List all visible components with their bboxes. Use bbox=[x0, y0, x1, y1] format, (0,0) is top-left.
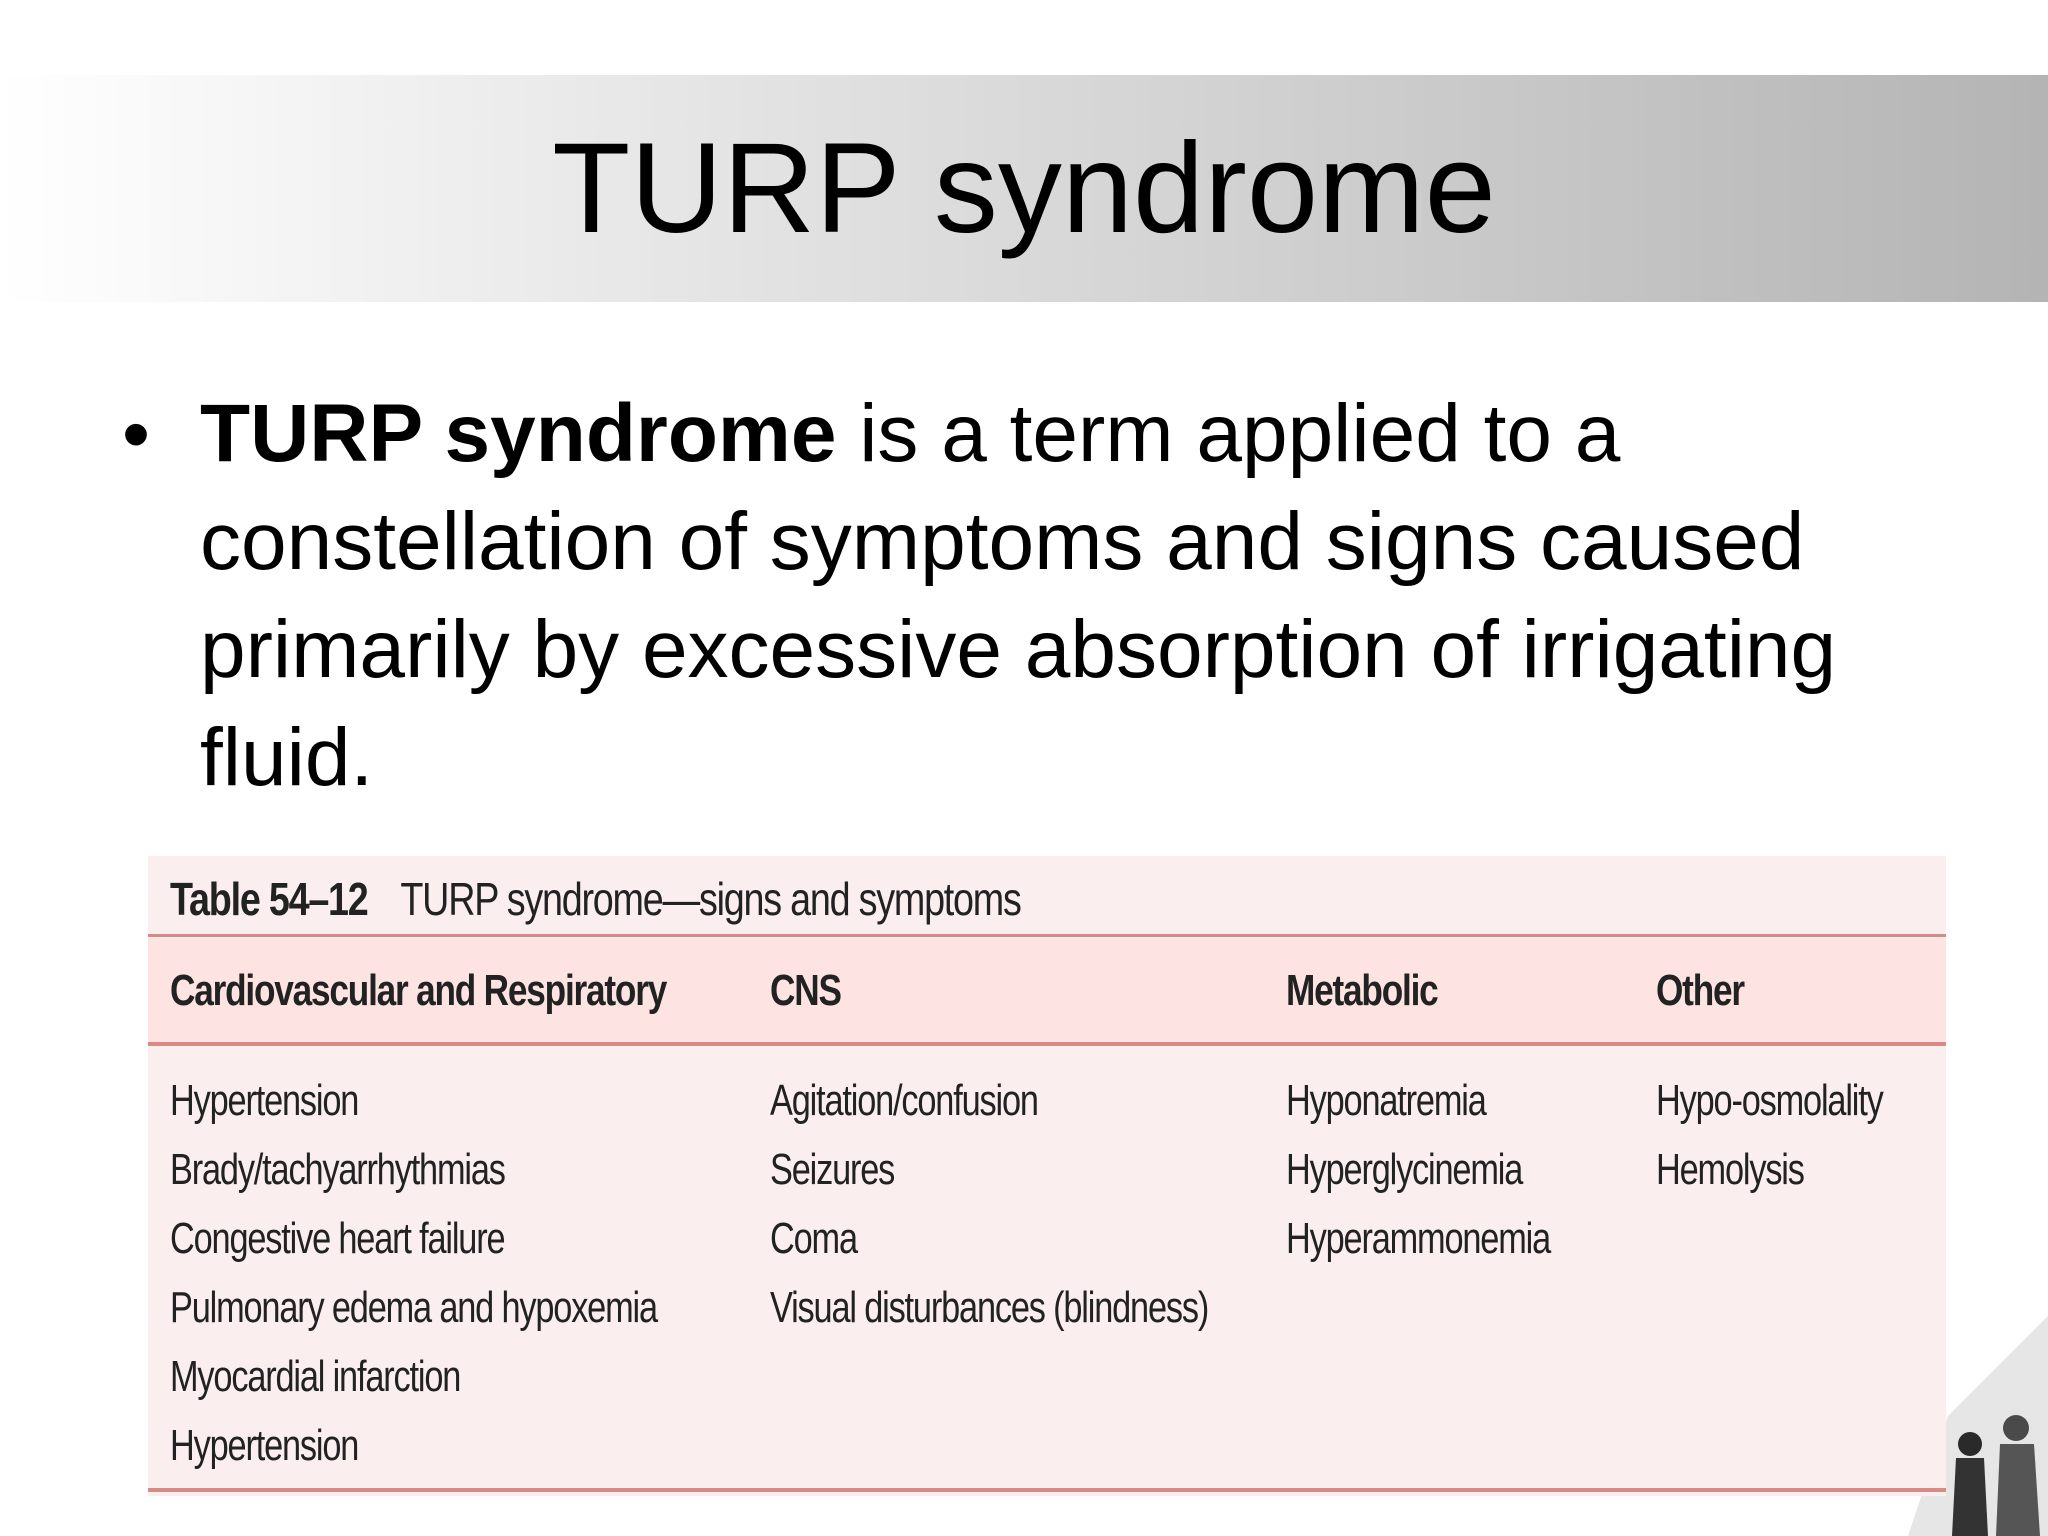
column-metabolic bbox=[1286, 1066, 1550, 1273]
table-caption bbox=[170, 864, 1021, 934]
list-item: Hyperammonemia bbox=[1286, 1214, 1551, 1263]
list-item: Hyponatremia bbox=[1286, 1076, 1486, 1125]
list-item: Hypertension bbox=[170, 1076, 359, 1125]
column-other bbox=[1656, 1066, 1883, 1204]
bullet-marker: • bbox=[122, 389, 151, 478]
column-cns bbox=[770, 1066, 1208, 1342]
column-header-metabolic: Metabolic bbox=[1286, 966, 1438, 1015]
list-item: Visual disturbances (blindness) bbox=[770, 1283, 1209, 1332]
list-item: Brady/tachyarrhythmias bbox=[170, 1145, 505, 1194]
column-cardiovascular bbox=[170, 1066, 657, 1480]
list-item: Congestive heart failure bbox=[170, 1214, 505, 1263]
list-item: Hypo-osmolality bbox=[1656, 1076, 1883, 1125]
bullet-bold-term: TURP syndrome bbox=[200, 388, 837, 479]
list-item: Coma bbox=[770, 1214, 857, 1263]
list-item: Agitation/confusion bbox=[770, 1076, 1038, 1125]
bullet-text bbox=[200, 380, 1940, 812]
table-top-rule bbox=[148, 934, 1946, 937]
list-item: Pulmonary edema and hypoxemia bbox=[170, 1283, 657, 1332]
list-item: Hemolysis bbox=[1656, 1145, 1804, 1194]
table-bottom-rule bbox=[148, 1488, 1946, 1492]
table-figure bbox=[148, 856, 1946, 1496]
column-header-other: Other bbox=[1656, 966, 1744, 1015]
bullet-rest: is a term applied to a constellation of symptoms and signs caused primarily by excessive absorption of irrigating fluid. bbox=[200, 388, 1837, 803]
column-header-cardiovascular: Cardiovascular and Respiratory bbox=[170, 966, 667, 1015]
list-item: Hyperglycinemia bbox=[1286, 1145, 1523, 1194]
table-header-rule bbox=[148, 1042, 1946, 1046]
table-caption-title: TURP syndrome—signs and symptoms bbox=[400, 873, 1021, 925]
list-item: Myocardial infarction bbox=[170, 1352, 461, 1401]
list-item: Seizures bbox=[770, 1145, 895, 1194]
table-caption-number: Table 54–12 bbox=[170, 873, 368, 925]
column-header-cns: CNS bbox=[770, 966, 841, 1015]
slide-title: TURP syndrome bbox=[552, 117, 1496, 260]
list-item: Hypertension bbox=[170, 1421, 359, 1470]
